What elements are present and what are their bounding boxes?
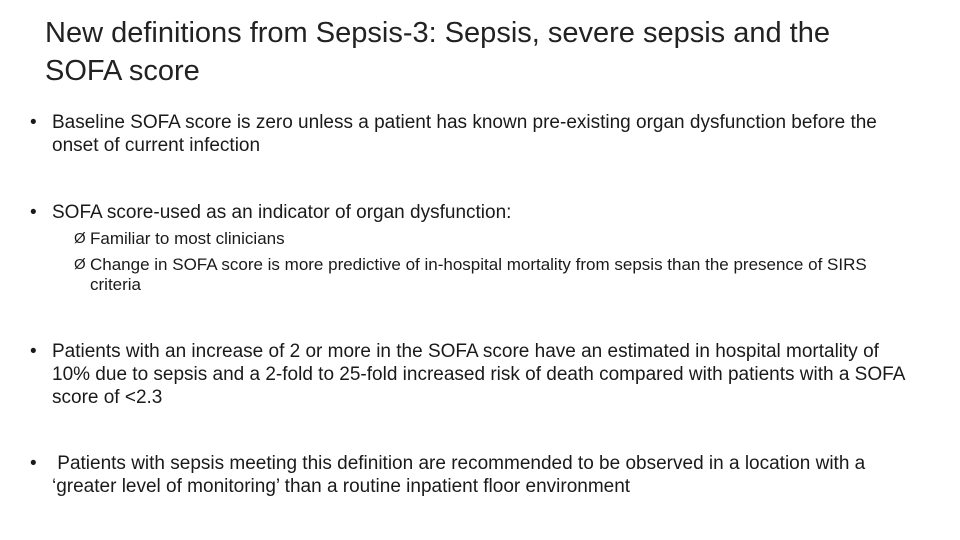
bullet-item-mortality [30,340,920,409]
bullet-item-monitoring [30,452,920,498]
bullet-item-baseline [30,111,920,157]
sub-bullet-arrow-icon: Ø [74,256,86,273]
bullet-text: Patients with an increase of 2 or more in the SOFA score have an estimated in hospital mortality of 10% due to sepsis and a 2-fold to 25-fold increased risk of death compared with patients with a SOFA score of <2.3 [52,341,905,408]
sub-bullet-familiar [74,229,874,249]
sub-bullet-text: Change in SOFA score is more predictive of in-hospital mortality from sepsis than the presence of SIRS criteria [90,255,867,294]
bullet-text: Patients with sepsis meeting this definition are recommended to be observed in a location with a ‘greater level of monitoring’ than a routine inpatient floor environment [52,453,871,497]
bullet-item-indicator [30,201,920,224]
sub-bullet-text: Familiar to most clinicians [90,229,285,248]
bullet-dot: • [30,341,37,362]
bullet-dot: • [30,112,37,133]
bullet-dot: • [30,202,37,223]
slide-title: New definitions from Sepsis-3: Sepsis, severe sepsis and the SOFA score [45,17,830,87]
sub-bullet-predictive [74,255,874,295]
bullet-dot: • [30,453,37,474]
bullet-text: SOFA score-used as an indicator of organ dysfunction: [52,202,512,223]
bullet-text: Baseline SOFA score is zero unless a patient has known pre-existing organ dysfunction before the onset of current infection [52,112,877,156]
sub-bullet-arrow-icon: Ø [74,230,86,247]
